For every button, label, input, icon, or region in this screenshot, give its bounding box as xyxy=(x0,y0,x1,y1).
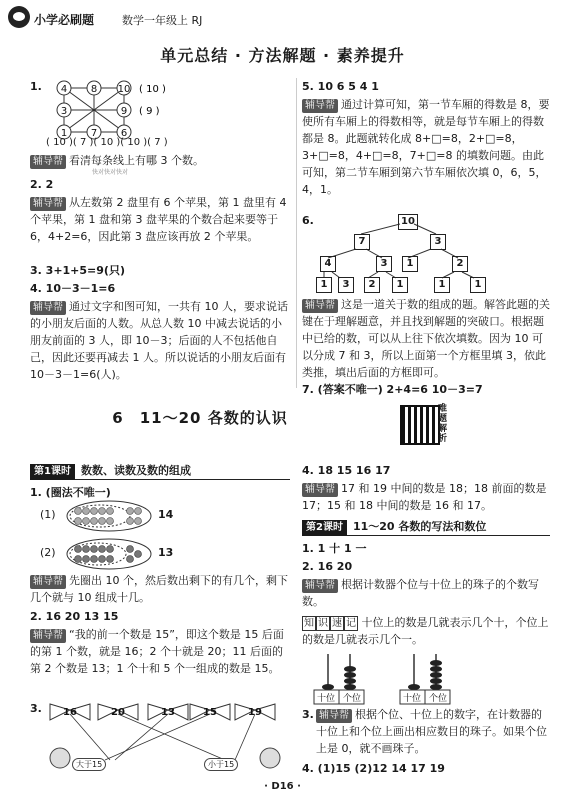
knowledge-char: 识 xyxy=(318,618,328,629)
tree-box: 1 xyxy=(316,277,332,293)
bow-number: 16 xyxy=(63,707,77,718)
lesson2-title: 11～20 各数的写法和数位 xyxy=(352,520,487,533)
l2-q2-answer: 2. 16 20 xyxy=(302,560,353,573)
q3-answer: 3. 3+1+5=9(只) xyxy=(30,264,125,277)
q1-mid-right: ( 9 ) xyxy=(139,106,160,117)
tree-box: 2 xyxy=(364,277,380,293)
section-title: 6 11～20 各数的认识 xyxy=(112,409,288,427)
tree-box: 10 xyxy=(398,214,418,230)
fruit-group-a-icon xyxy=(64,498,154,534)
abacus-label: 个位 xyxy=(428,694,448,704)
tree-box: 7 xyxy=(354,234,370,250)
q5-help: 辅导帮 通过计算可知，第一节车厢的得数是 8，要使所有车厢上的得数相等，就是每节车厢上的得数都是 8。此题就转化成 8+□=8，2+□=8，3+□=8，4+□=8，7+□=8 的填数问题。由此可知，第二节车厢到第六节车厢依次填 0，6，5，4，1。 xyxy=(302,98,550,196)
fruit-group-b-icon xyxy=(64,536,154,572)
q4-help: 辅导帮 通过文字和图可知，一共有 10 人，要求说话的小朋友后面的人数。从总人数 10 中减去说话的小朋友前面的 3 人，即 10－3；后面的人不包括他自己，因此还要再减去 1 人。所以说话的小朋友后面有 10－3－1=6(人)。 xyxy=(30,300,288,381)
q1-circle: 1 xyxy=(60,128,68,139)
q6-help: 辅导帮 这是一道关于数的组成的题。解答此题的关键在于理解题意，并且找到解题的突破口。根据题中已给的数，可以从上往下依次填数。因为 10 可以分成 7 和 3，所以上面第一个方框里填 3，依此类推，填出后面的方框即可。 xyxy=(302,298,550,379)
tree-box: 2 xyxy=(452,256,468,272)
tree-box: 3 xyxy=(376,256,392,272)
book-subject: 数学一年级上 RJ xyxy=(122,14,203,27)
q1-circle: 9 xyxy=(120,106,128,117)
lesson2-tag: 第2课时 xyxy=(302,520,347,536)
knowledge-note xyxy=(302,614,550,648)
q1-circle: 6 xyxy=(120,128,128,139)
brand-name: 小学必刷题 xyxy=(34,13,95,27)
q1-circle: 10 xyxy=(117,84,131,95)
q1-bottom-row: ( 10 )( 7 )( 10 )( 10 )( 7 ) xyxy=(46,137,168,148)
q4-answer: 4. 10－3－1=6 xyxy=(30,282,116,295)
l2-q3-help: 辅导帮 根据个位、十位上的数字，在计数器的十位上和个位上画出相应数目的珠子。如果个位上是 0，就不画珠子。 xyxy=(316,708,547,755)
bow-number: 15 xyxy=(203,707,217,718)
lesson2-header xyxy=(302,518,550,536)
knowledge-char: 记 xyxy=(346,618,356,629)
q6-tree xyxy=(316,214,516,292)
brand-logo xyxy=(8,6,30,28)
tree-box: 1 xyxy=(402,256,418,272)
bow-number: 20 xyxy=(111,707,125,718)
abacus-label: 十位 xyxy=(402,694,422,704)
help-tag: 辅导帮 xyxy=(302,99,338,113)
l2-q1-answer: 1. 1 十 1 一 xyxy=(302,542,367,555)
q2-help: 辅导帮 从左数第 2 盘里有 6 个苹果，第 1 盘里有 4 个苹果，第 1 盘和第 3 盘苹果的个数合起来要等于 6，4+2=6，因此第 3 盘应该再放 2 个苹果。 xyxy=(30,196,287,243)
bow-number: 13 xyxy=(161,707,175,718)
tree-box: 1 xyxy=(392,277,408,293)
l1-q3-label: 3. xyxy=(30,702,42,715)
l1-q1b-value: 13 xyxy=(158,546,174,559)
l1-q1-help: 辅导帮 先圈出 10 个，然后数出剩下的有几个，剩下几个就与 10 组成十几。 xyxy=(30,574,288,604)
help-tag: 辅导帮 xyxy=(302,579,338,593)
q7-answer: 7. (答案不唯一) 2+4=6 10－3=7 xyxy=(302,383,483,396)
l1-q2-answer: 2. 16 20 13 15 xyxy=(30,610,119,623)
qr-code-icon[interactable] xyxy=(400,405,440,445)
help-tag: 辅导帮 xyxy=(30,197,66,211)
tree-box: 1 xyxy=(470,277,486,293)
abacus-icon xyxy=(310,650,550,708)
help-tag: 辅导帮 xyxy=(30,301,66,315)
q1-circle: 4 xyxy=(60,84,68,95)
help-tag: 辅导帮 xyxy=(30,575,66,589)
abacus-label: 个位 xyxy=(342,694,362,704)
bow-number: 19 xyxy=(248,707,262,718)
l1-q1a-value: 14 xyxy=(158,508,174,521)
l2-q4-answer: 4. (1)15 (2)12 14 17 19 xyxy=(302,762,445,775)
q1-help: 辅导帮 看清每条线上有哪 3 个数。 xyxy=(30,152,290,169)
tree-box: 4 xyxy=(320,256,336,272)
q1-circle: 8 xyxy=(90,84,98,95)
page-number: · D16 · xyxy=(264,781,301,792)
q1-label: 1. xyxy=(30,80,42,93)
l1-q1a-label: (1) xyxy=(40,508,56,521)
qr-label: 难题解析 xyxy=(438,404,448,444)
knowledge-char: 速 xyxy=(332,618,342,629)
q1-top-right: ( 10 ) xyxy=(139,84,166,95)
l2-q2-help: 辅导帮 根据计数器个位与十位上的珠子的个数写数。 xyxy=(302,578,539,608)
lesson1-title: 数数、读数及数的组成 xyxy=(80,464,191,477)
l1-q1-label: 1. (圈法不唯一) xyxy=(30,486,111,499)
knowledge-char: 知 xyxy=(304,618,314,629)
l1-q1b-label: (2) xyxy=(40,546,56,559)
l1-q4-answer: 4. 18 15 16 17 xyxy=(302,464,391,477)
q6-label: 6. xyxy=(302,214,314,227)
knowledge-text: 十位上的数是几就表示几个十，个位上的数是几就表示几个一。 xyxy=(302,616,549,646)
lesson1-tag: 第1课时 xyxy=(30,464,75,480)
help-tag: 辅导帮 xyxy=(302,483,338,497)
page-title: 单元总结 · 方法解题 · 素养提升 xyxy=(160,46,405,65)
q2-label: 2. 2 xyxy=(30,178,54,191)
q1-circle: 7 xyxy=(90,128,98,139)
column-divider xyxy=(296,78,297,388)
l1-q4-help: 辅导帮 17 和 19 中间的数是 18；18 前面的数是 17；15 和 18 中间的数是 16 和 17。 xyxy=(302,482,547,512)
tree-box: 3 xyxy=(338,277,354,293)
tree-box: 3 xyxy=(430,234,446,250)
help-tag: 辅导帮 xyxy=(302,299,338,313)
l2-q3-label: 3. xyxy=(302,708,314,721)
watermark-stamp: 快对快对快对 xyxy=(92,169,129,176)
sign-greater-than-15: 大于15 xyxy=(72,758,106,771)
abacus-label: 十位 xyxy=(316,694,336,704)
help-tag: 辅导帮 xyxy=(316,709,352,723)
q5-answer: 5. 10 6 5 4 1 xyxy=(302,80,379,93)
l1-q2-help: 辅导帮 “我的前一个数是 15”，即这个数是 15 后面的第 1 个数，就是 16；2 个十就是 20；11 后面的第 2 个数是 13；1 个十和 5 个一组成的数是 15。 xyxy=(30,628,284,675)
help-tag: 辅导帮 xyxy=(30,629,66,643)
help-tag: 辅导帮 xyxy=(30,155,66,169)
lesson1-header xyxy=(30,462,290,480)
q1-circle: 3 xyxy=(60,106,68,117)
tree-box: 1 xyxy=(434,277,450,293)
sign-less-than-15: 小于15 xyxy=(204,758,238,771)
